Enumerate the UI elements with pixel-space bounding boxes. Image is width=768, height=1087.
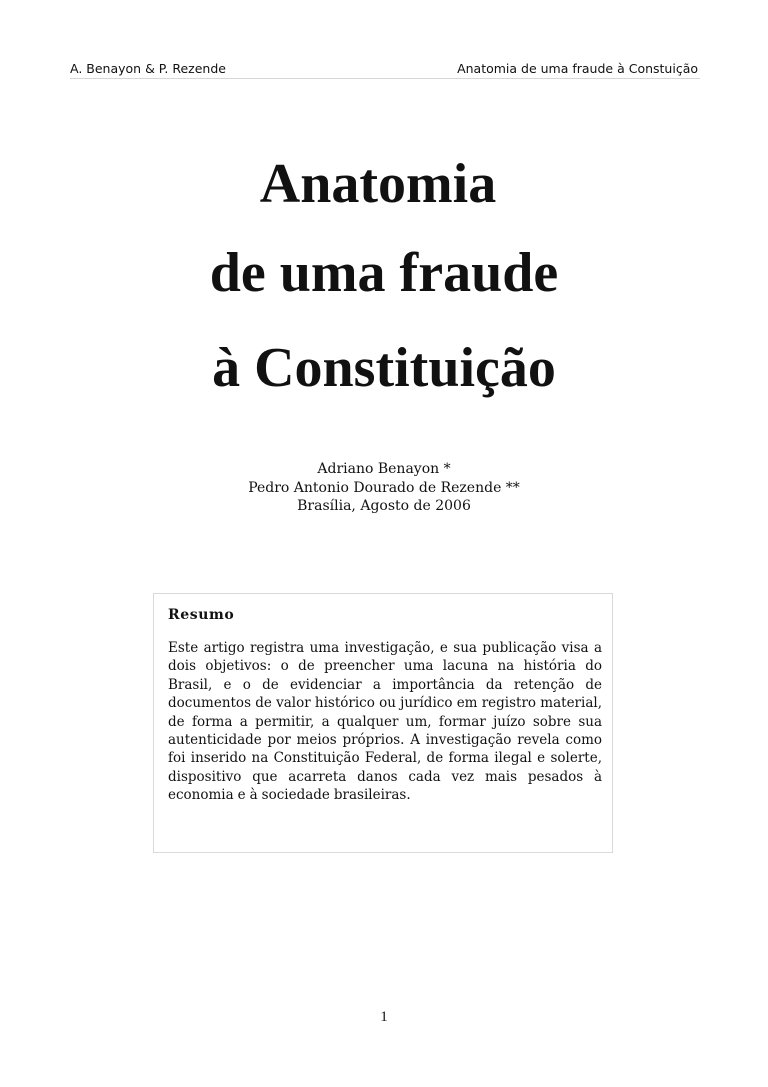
place-date: Brasília, Agosto de 2006: [297, 498, 471, 514]
title-line-3: à Constituição: [212, 337, 556, 399]
title-line-2: de uma fraude: [209, 242, 559, 304]
abstract-box: [153, 593, 613, 853]
title-line-1: Anatomia: [259, 153, 497, 215]
author-2: Pedro Antonio Dourado de Rezende **: [248, 480, 520, 496]
running-header: [70, 62, 700, 79]
author-1: Adriano Benayon *: [317, 461, 451, 477]
page-number: 1: [380, 1009, 388, 1025]
header-short-title: Anatomia de uma fraude à Constuição: [457, 61, 698, 76]
header-authors: A. Benayon & P. Rezende: [70, 61, 226, 76]
abstract-heading: Resumo: [168, 607, 235, 623]
abstract-text: Este artigo registra uma investigação, e sua publicação visa a dois objetivos: o de preencher uma lacuna na história do Brasil, e o de evidenciar a importância da retenção de documentos de valor histórico ou jurídico em registro material, de forma a permitir, a qualquer um, formar juízo sobre sua autenticidade por meios próprios. A investigação revela como foi inserido na Constituição Federal, de forma ilegal e solerte, dispositivo que acarreta danos cada vez mais pesados à economia e à sociedade brasileiras.: [168, 640, 602, 804]
